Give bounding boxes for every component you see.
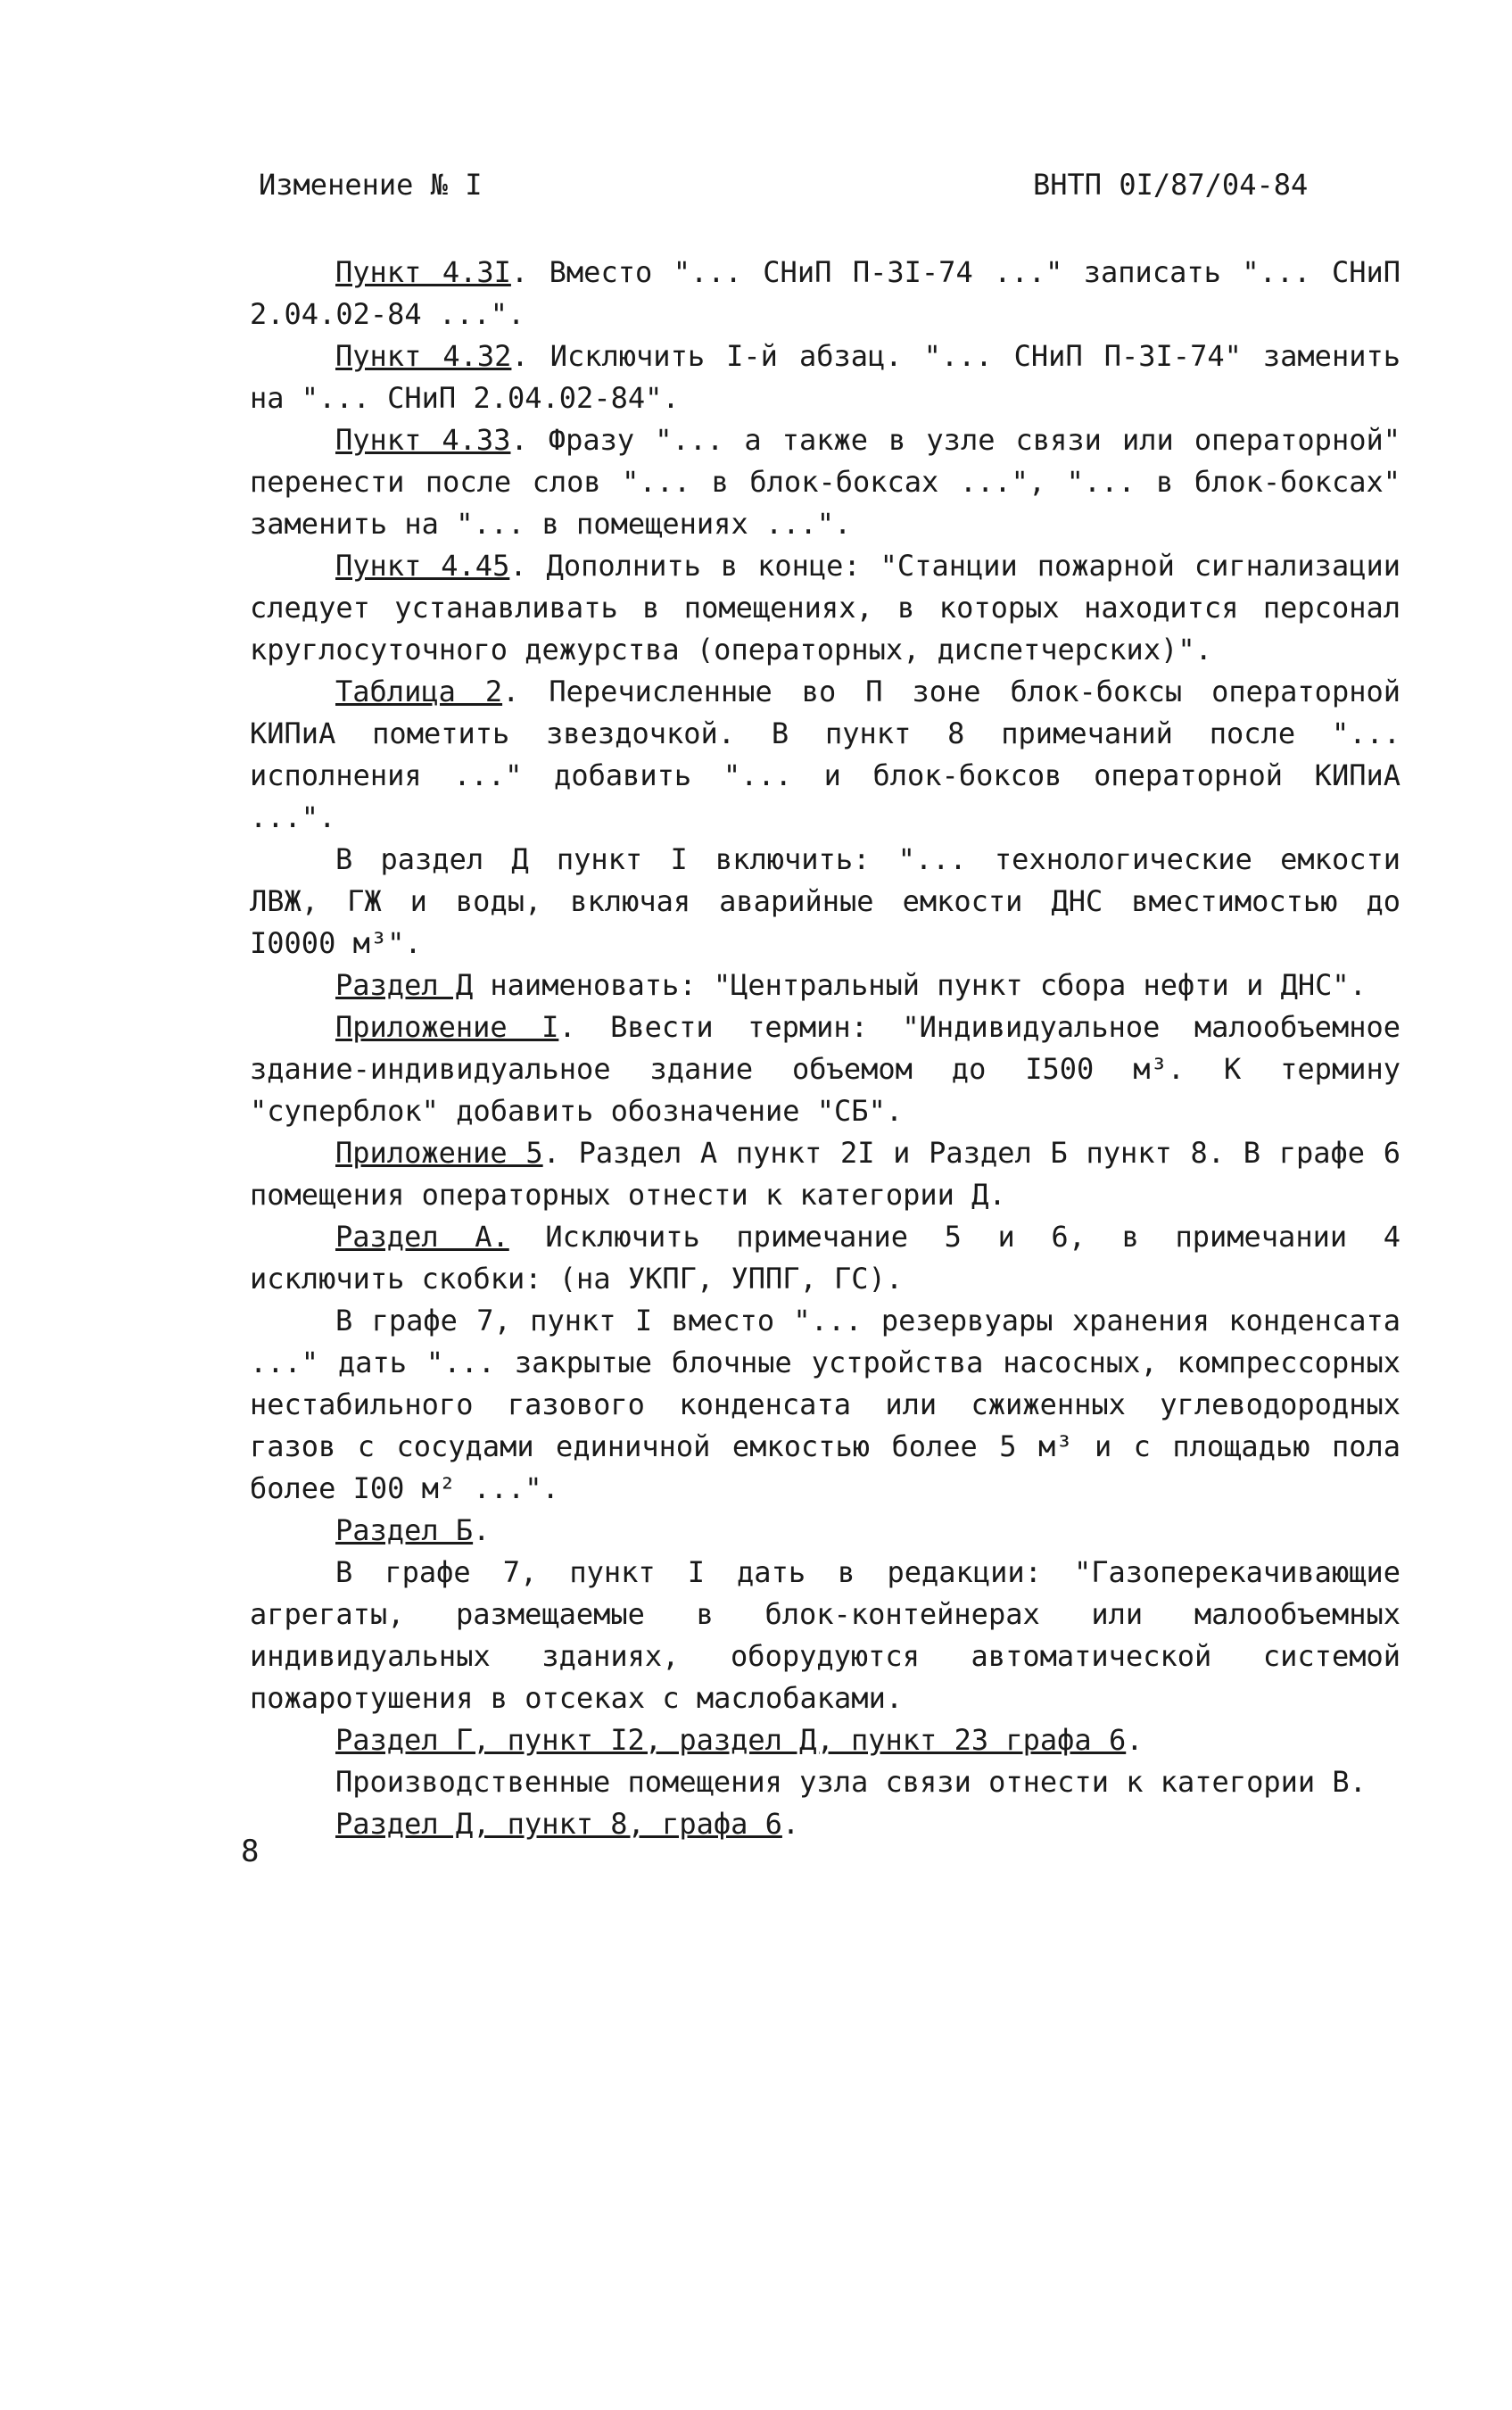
document-code-header: ВНТП 0I/87/04-84: [1033, 168, 1309, 202]
paragraph-punkt-4-31: [250, 252, 1400, 335]
paragraph-text: .: [781, 1807, 800, 1841]
paragraph-section-d-item-8: [250, 1803, 1400, 1845]
paragraph-punkt-4-32: [250, 335, 1400, 419]
paragraph-text: . Фразу "... а также в узле связи или операторной" перенести после слов "... в блок-боксах ...", "... в блок-боксах" заменить на "... в помещениях ...".: [250, 423, 1401, 541]
paragraph-lead: Пункт 4.32: [335, 339, 512, 373]
paragraph-text: .: [473, 1513, 491, 1547]
paragraph-text: .: [1126, 1723, 1144, 1757]
paragraph-lead: Раздел Д, пункт 8, графа 6: [335, 1807, 782, 1841]
paragraph-lead: Таблица 2: [335, 675, 503, 708]
paragraph-text: . Перечисленные во П зоне блок-боксы операторной КИПиА пометить звездочкой. В пункт 8 примечаний после "... исполнения ..." добавить "... и блок-боксов операторной КИПиА ...".: [250, 675, 1401, 834]
paragraph-section-a: [250, 1216, 1400, 1300]
paragraph-section-d-item-1: [250, 839, 1400, 965]
paragraph-text: . Исключить I-й абзац. "... СНиП П-3I-74" заменить на "... СНиП 2.04.02-84".: [250, 339, 1401, 415]
paragraph-text: . Ввести термин: "Индивидуальное малообъемное здание-индивидуальное здание объемом до I500 м³. К термину "суперблок" добавить обозначение "СБ".: [250, 1010, 1400, 1128]
paragraph-text: Производственные помещения узла связи отнести к категории В.: [335, 1765, 1367, 1799]
paragraph-text: В графе 7, пункт I дать в редакции: "Газоперекачивающие агрегаты, размещаемые в блок-контейнерах или малообъемных индивидуальных зданиях, оборудуются автоматической системой пожаротушения в отсеках с маслобаками.: [250, 1555, 1400, 1715]
paragraph-text: . Дополнить в конце: "Станции пожарной сигнализации следует устанавливать в помещениях, в которых находится персонал круглосуточного дежурства (операторных, диспетчерских)".: [250, 549, 1401, 667]
change-number-header: Изменение № I: [259, 168, 483, 202]
document-body: [250, 252, 1400, 1845]
paragraph-section-g-d: [250, 1719, 1400, 1761]
paragraph-lead: Раздел Г, пункт I2, раздел Д, пункт 23 графа 6: [335, 1723, 1127, 1757]
paragraph-text: Исключить примечание 5 и 6, в примечании 4 исключить скобки: (на УКПГ, УППГ, ГС).: [250, 1220, 1401, 1296]
paragraph-lead: Пункт 4.3I: [335, 255, 511, 289]
paragraph-appendix-1: [250, 1006, 1400, 1132]
paragraph-lead: Приложение I: [335, 1010, 559, 1044]
paragraph-text: В графе 7, пункт I вместо "... резервуары хранения конденсата ..." дать "... закрытые блочные устройства насосных, компрессорных нестабильного газового конденсата или сжиженных углеводородных газов с сосудами единичной емкостью более 5 м³ и с площадью пола более I00 м² ...".: [250, 1304, 1400, 1505]
paragraph-text: наименовать: "Центральный пункт сбора нефти и ДНС".: [473, 968, 1367, 1002]
paragraph-text: . Вместо "... СНиП П-3I-74 ..." записать "... СНиП 2.04.02-84 ...".: [250, 255, 1401, 331]
paragraph-text: В раздел Д пункт I включить: "... технологические емкости ЛВЖ, ГЖ и воды, включая аварийные емкости ДНС вместимостью до I0000 м³".: [250, 842, 1400, 960]
paragraph-communication-node: [250, 1761, 1400, 1803]
paragraph-lead: Раздел А.: [335, 1220, 509, 1254]
paragraph-appendix-5: [250, 1132, 1400, 1216]
paragraph-section-a-column-7: [250, 1300, 1400, 1510]
paragraph-punkt-4-33: [250, 419, 1400, 545]
paragraph-section-b-column-7: [250, 1552, 1400, 1719]
paragraph-lead: Приложение 5: [335, 1136, 543, 1170]
paragraph-lead: Пункт 4.45: [335, 549, 510, 583]
paragraph-text: . Раздел А пункт 2I и Раздел Б пункт 8. В графе 6 помещения операторных отнести к категории Д.: [250, 1136, 1401, 1212]
paragraph-table-2: [250, 671, 1400, 839]
paragraph-lead: Раздел Д: [335, 968, 474, 1002]
page-number: 8: [241, 1834, 260, 1869]
paragraph-punkt-4-45: [250, 545, 1400, 671]
paragraph-section-d-rename: [250, 965, 1400, 1006]
paragraph-lead: Пункт 4.33: [335, 423, 511, 457]
paragraph-lead: Раздел Б: [335, 1513, 474, 1547]
paragraph-section-b: [250, 1510, 1400, 1552]
